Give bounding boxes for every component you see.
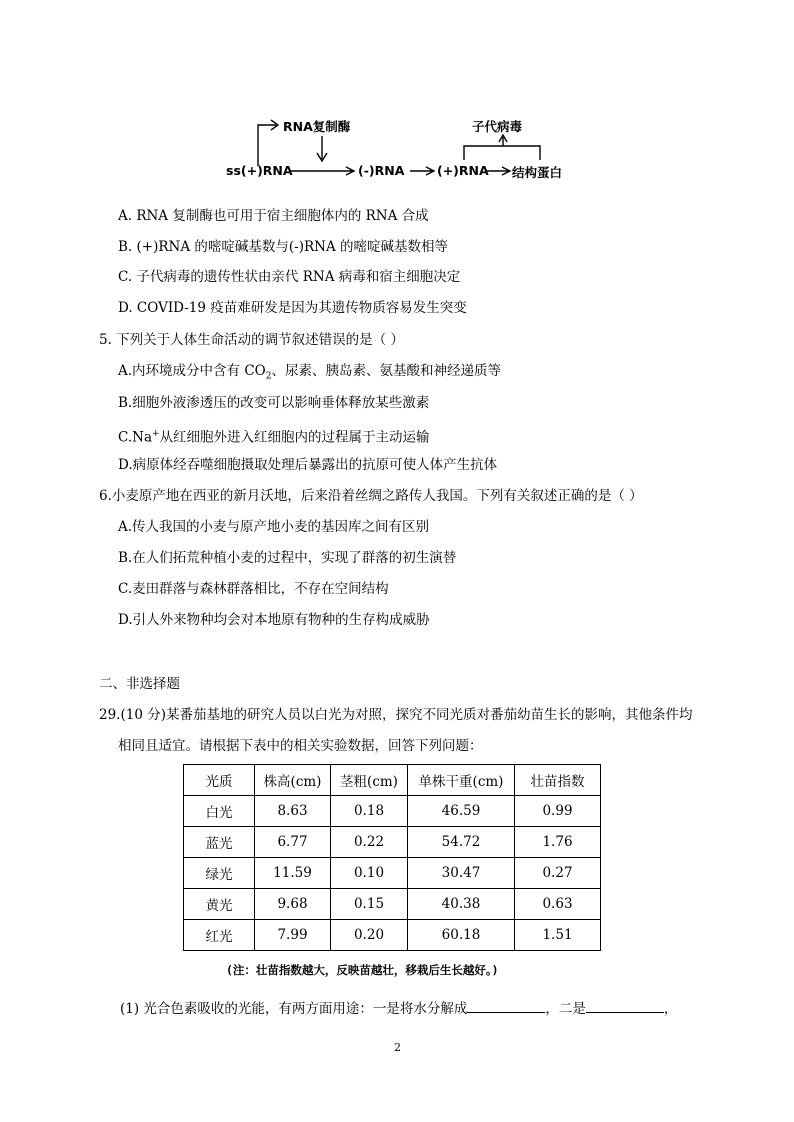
table-cell: 红光 bbox=[184, 920, 255, 951]
table-cell: 30.47 bbox=[408, 858, 515, 889]
light-quality-table bbox=[183, 764, 601, 951]
q5-a-text-rest: 、尿素、胰岛素、氨基酸和神经递质等 bbox=[271, 363, 501, 379]
table-cell: 0.22 bbox=[331, 827, 408, 858]
table-row bbox=[184, 796, 601, 827]
table-cell: 7.99 bbox=[255, 920, 331, 951]
table-cell: 9.68 bbox=[255, 889, 331, 920]
q4-option-b: B. (+)RNA 的嘧啶碱基数与(-)RNA 的嘧啶碱基数相等 bbox=[118, 239, 448, 255]
q5-option-a bbox=[118, 362, 501, 386]
q5-a-text: A.内环境成分中含有 CO bbox=[118, 363, 266, 379]
table-cell: 0.63 bbox=[515, 889, 601, 920]
table-row bbox=[184, 858, 601, 889]
table-row bbox=[184, 827, 601, 858]
table-cell: 0.99 bbox=[515, 796, 601, 827]
sub1-mid: ，二是 bbox=[545, 1001, 586, 1017]
table-cell: 0.20 bbox=[331, 920, 408, 951]
q5-stem: 5. 下列关于人体生命活动的调节叙述错误的是（ ） bbox=[99, 332, 404, 348]
section-heading: 二、非选择题 bbox=[99, 676, 180, 692]
structural-protein-label: 结构蛋白 bbox=[512, 165, 563, 180]
table-cell: 白光 bbox=[184, 796, 255, 827]
q6-option-b: B.在人们拓荒种植小麦的过程中，实现了群落的初生演替 bbox=[118, 550, 457, 566]
answer-blank-1[interactable] bbox=[467, 998, 545, 1013]
table-cell: 60.18 bbox=[408, 920, 515, 951]
q4-option-a: A. RNA 复制酶也可用于宿主细胞体内的 RNA 合成 bbox=[118, 208, 429, 224]
rdrp-bracket-line bbox=[258, 125, 276, 166]
q6-option-c: C.麦田群落与森林群落相比，不存在空间结构 bbox=[118, 581, 389, 597]
page-number: 2 bbox=[394, 1041, 401, 1054]
table-cell: 黄光 bbox=[184, 889, 255, 920]
table-cell: 绿光 bbox=[184, 858, 255, 889]
sub1-end: ， bbox=[663, 1001, 678, 1017]
q4-option-c: C. 子代病毒的遗传性状由亲代 RNA 病毒和宿主细胞决定 bbox=[118, 269, 461, 285]
table-note: (注：壮苗指数越大，反映苗越壮，移栽后生长越好。) bbox=[226, 963, 499, 977]
q4-option-d: D. COVID-19 疫苗难研发是因为其遗传物质容易发生突变 bbox=[118, 300, 467, 316]
table-cell: 1.51 bbox=[515, 920, 601, 951]
table-cell: 0.15 bbox=[331, 889, 408, 920]
q5-a-subscript: 2 bbox=[265, 371, 272, 382]
table-cell: 1.76 bbox=[515, 827, 601, 858]
sub1-text: (1) 光合色素吸收的光能，有两方面用途：一是将水分解成 bbox=[120, 1001, 468, 1017]
progeny-label: 子代病毒 bbox=[472, 119, 523, 134]
table-cell: 蓝光 bbox=[184, 827, 255, 858]
table-cell: 6.77 bbox=[255, 827, 331, 858]
table-cell: 0.18 bbox=[331, 796, 408, 827]
table-cell: 46.59 bbox=[408, 796, 515, 827]
q29-stem-line2: 相同且适宜。请根据下表中的相关实验数据，回答下列问题： bbox=[118, 738, 483, 754]
table-header-cell: 株高(cm) bbox=[255, 765, 331, 796]
table-header-cell: 光质 bbox=[184, 765, 255, 796]
q29-stem-line1: 29.(10 分)某番茄基地的研究人员以白光为对照，探究不同光质对番茄幼苗生长的影响，其他条件均 bbox=[99, 707, 693, 723]
table-header-cell: 壮苗指数 bbox=[515, 765, 601, 796]
q5-c-text: C.Na bbox=[118, 429, 153, 446]
q6-stem: 6.小麦原产地在西亚的新月沃地，后来沿着丝绸之路传人我国。下列有关叙述正确的是（ ） bbox=[99, 488, 643, 504]
answer-blank-2[interactable] bbox=[586, 998, 664, 1013]
q6-option-a: A.传人我国的小麦与原产地小麦的基因库之间有区别 bbox=[118, 519, 430, 535]
q5-option-d: D.病原体经吞噬细胞摄取处理后暴露出的抗原可使人体产生抗体 bbox=[118, 457, 498, 473]
q6-option-d: D.引人外来物种均会对本地原有物种的生存构成威胁 bbox=[118, 612, 430, 628]
table-cell: 54.72 bbox=[408, 827, 515, 858]
table-row bbox=[184, 920, 601, 951]
table-cell: 0.27 bbox=[515, 858, 601, 889]
table-row bbox=[184, 889, 601, 920]
rdrp-label: RNA复制酶 bbox=[283, 119, 351, 134]
minus-rna-label: (-)RNA bbox=[358, 163, 405, 178]
table-cell: 0.10 bbox=[331, 858, 408, 889]
plus-rna-label: (+)RNA bbox=[437, 163, 489, 178]
ss-plus-rna-label: ss(+)RNA bbox=[226, 163, 293, 178]
table-header-row bbox=[184, 765, 601, 796]
table-cell: 40.38 bbox=[408, 889, 515, 920]
q5-option-c bbox=[118, 425, 430, 447]
table-cell: 11.59 bbox=[255, 858, 331, 889]
q5-c-superscript: + bbox=[152, 429, 160, 439]
q5-c-text-rest: 从红细胞外进入红细胞内的过程属于主动运输 bbox=[159, 429, 430, 446]
table-cell: 8.63 bbox=[255, 796, 331, 827]
table-header-cell: 茎粗(cm) bbox=[331, 765, 408, 796]
progeny-bracket-line bbox=[464, 146, 540, 160]
q29-subquestion-1 bbox=[120, 998, 677, 1018]
q5-option-b: B.细胞外液渗透压的改变可以影响垂体释放某些激素 bbox=[118, 395, 430, 411]
table-header-cell: 单株干重(cm) bbox=[408, 765, 515, 796]
